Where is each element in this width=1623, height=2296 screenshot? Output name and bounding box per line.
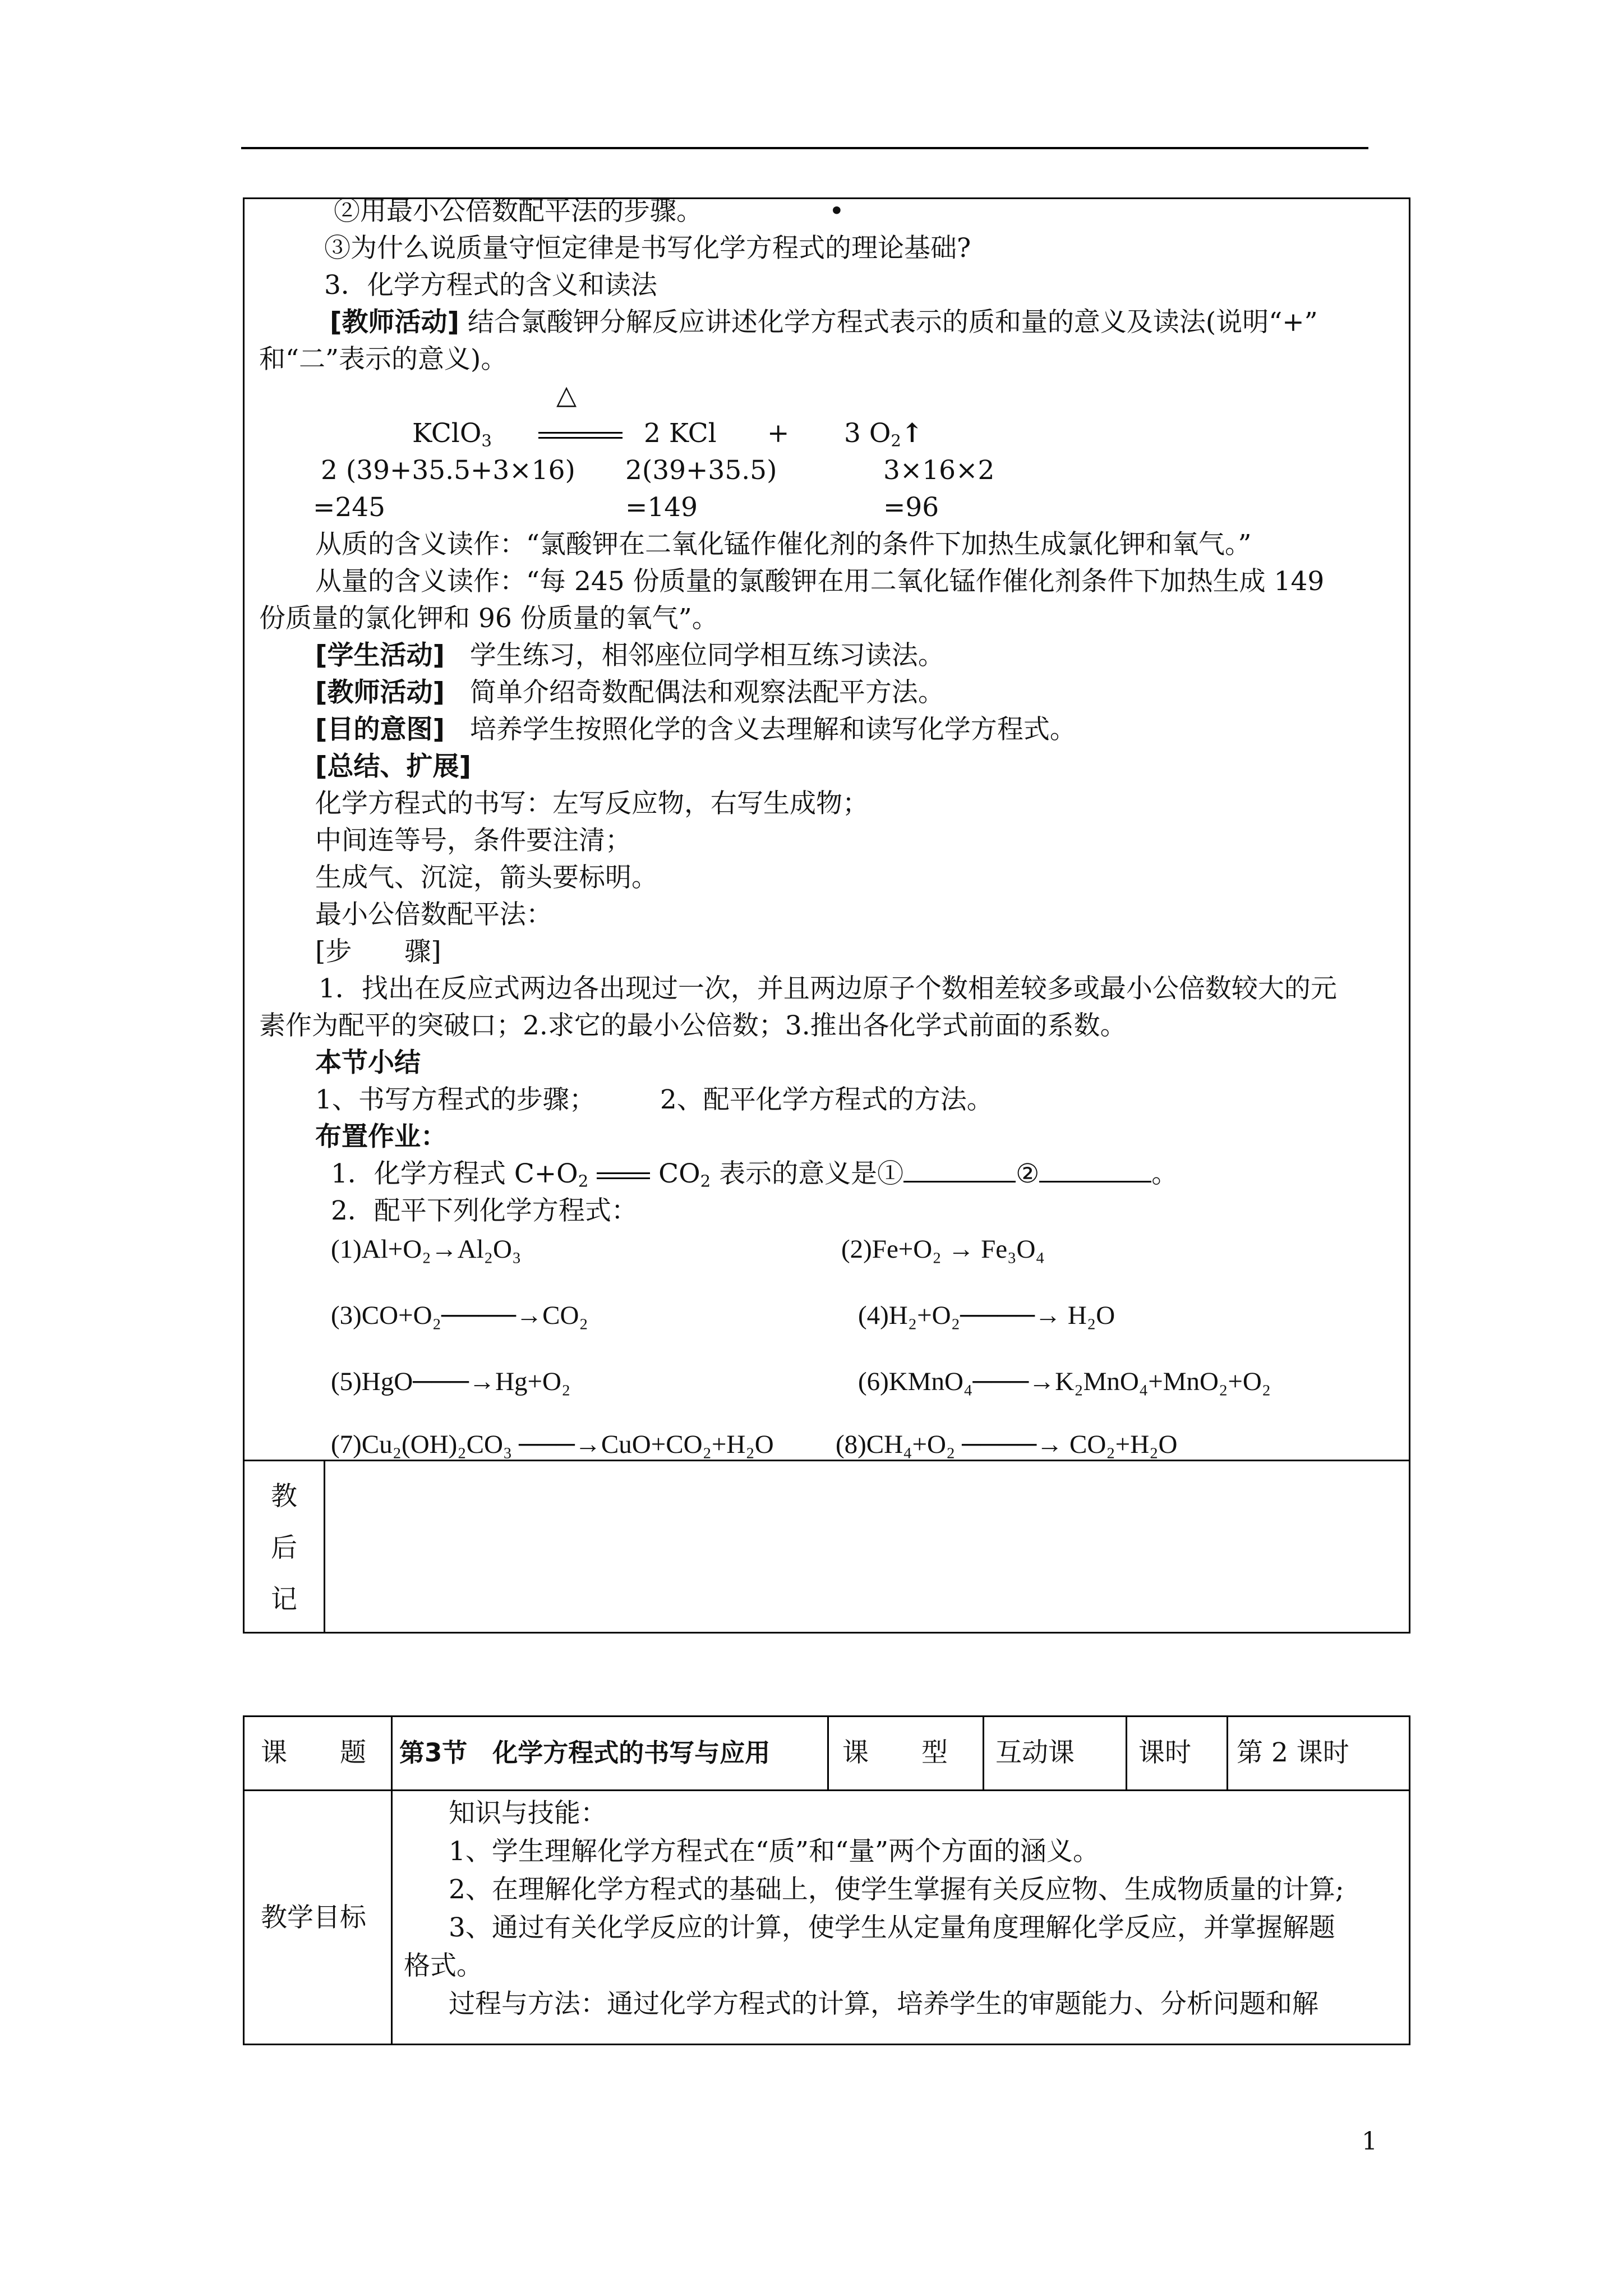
label-char: 记 (271, 1584, 297, 1615)
equals-sign (538, 432, 623, 439)
homework-title: 布置作业： (315, 1121, 447, 1152)
goal-line: 格式。 (404, 1950, 483, 1981)
equation-item: (6)KMnO₄───→K₂MnO₄+MnO₂+O₂ (858, 1367, 1271, 1396)
reflection-label (245, 1471, 324, 1626)
activity-text: 简单介绍奇数配偶法和观察法配平方法。 (469, 677, 944, 708)
value-kcl: =149 (625, 492, 698, 523)
step-text: 1．找出在反应式两边各出现过一次，并且两边原子个数相差较多或最小公倍数较大的元 (319, 973, 1337, 1004)
equation-item: (5)HgO───→Hg+O₂ (331, 1367, 571, 1396)
steps-tag: [步 骤] (315, 936, 441, 967)
section-summary-title: 本节小结 (315, 1047, 421, 1078)
summary-line: 最小公倍数配平法： (315, 899, 552, 930)
reactant: KClO (412, 418, 482, 449)
equals-sign (597, 1172, 650, 1179)
value-o2: =96 (883, 492, 939, 523)
label-char: 教 (271, 1481, 297, 1512)
equation-item: (7)Cu₂(OH)₂CO₃ ───→CuO+CO₂+H₂O (331, 1430, 774, 1459)
goal-line: 1、学生理解化学方程式在“质”和“量”两个方面的涵义。 (449, 1836, 1100, 1867)
summary-tag: [总结、扩展] (315, 751, 471, 782)
goal-line: 3、通过有关化学反应的计算，使学生从定量角度理解化学反应，并掌握解题 (449, 1912, 1335, 1943)
answer-blank[interactable] (1039, 1158, 1151, 1182)
mass-o2: 3×16×2 (883, 455, 995, 486)
product-kcl: 2 KCl (644, 418, 717, 449)
goal-label: 教学目标 (261, 1902, 366, 1933)
header-cell-topic-label: 课 题 (261, 1737, 366, 1768)
subscript: 2 (891, 431, 901, 450)
text-line: 从质的含义读作：“氯酸钾在二氧化锰作催化剂的条件下加热生成氯化钾和氧气。” (315, 529, 1252, 560)
equation-item: (8)CH₄+O₂ ────→ CO₂+H₂O (836, 1430, 1178, 1459)
product-o2: 3 O (844, 418, 891, 449)
activity-tag: [教师活动] (330, 307, 459, 338)
text-line: ③为什么说质量守恒定律是书写化学方程式的理论基础? (324, 233, 971, 264)
page-number: 1 (1362, 2127, 1377, 2156)
activity-tag: [目的意图] (315, 714, 445, 745)
summary-line: 生成气、沉淀，箭头要标明。 (315, 862, 658, 893)
activity-text: 培养学生按照化学的含义去理解和读写化学方程式。 (469, 714, 1076, 745)
equation-item: (1)Al+O₂→Al₂O₃ (331, 1235, 522, 1264)
activity-text: 结合氯酸钾分解反应讲述化学方程式表示的质和量的意义及读法(说明“+” (467, 307, 1318, 338)
step-text: 素作为配平的突破口；2.求它的最小公倍数；3.推出各化学式前面的系数。 (259, 1010, 1127, 1041)
activity-text: 学生练习，相邻座位同学相互练习读法。 (469, 640, 944, 671)
header-cell-type-label: 课 型 (842, 1737, 948, 1768)
homework-q2: 2．配平下列化学方程式： (331, 1195, 638, 1226)
activity-tag: [教师活动] (315, 677, 445, 708)
punctuation: 。 (1151, 1158, 1178, 1189)
homework-q1-text: 表示的意义是① (719, 1158, 904, 1189)
header-cell-period-label: 课时 (1138, 1737, 1191, 1768)
equation-item: (4)H₂+O₂────→ H₂O (858, 1301, 1115, 1330)
summary-line: 化学方程式的书写：左写反应物，右写生成物； (315, 788, 869, 819)
goal-line: 过程与方法：通过化学方程式的计算，培养学生的审题能力、分析问题和解 (449, 1989, 1318, 2019)
text-line: 3．化学方程式的含义和读法 (324, 270, 657, 301)
goal-line: 2、在理解化学方程式的基础上，使学生掌握有关反应物、生成物质量的计算; (449, 1874, 1344, 1905)
heating-condition: △ (556, 380, 577, 411)
activity-tag: [学生活动] (315, 640, 445, 671)
text-line: ②用最小公倍数配平法的步骤。 (334, 196, 703, 227)
label-char: 后 (271, 1533, 297, 1563)
homework-q1: 1．化学方程式 C+O (331, 1158, 578, 1189)
circle-number: ② (1016, 1158, 1040, 1189)
subscript: 3 (481, 431, 492, 450)
summary-item: 2、配平化学方程式的方法。 (660, 1084, 993, 1115)
gas-arrow-icon: ↑ (901, 418, 924, 449)
text-line: 份质量的氯化钾和 96 份质量的氧气”。 (259, 603, 718, 634)
summary-item: 1、书写方程式的步骤； (315, 1084, 596, 1115)
plus-sign: + (767, 418, 790, 449)
header-cell-type: 互动课 (995, 1737, 1075, 1768)
subscript: 2 (578, 1171, 589, 1191)
answer-blank[interactable] (903, 1158, 1016, 1182)
activity-text: 和“二”表示的意义)。 (259, 344, 508, 375)
formula: CO (658, 1158, 700, 1189)
mass-reactant: 2 (39+35.5+3×16) (321, 455, 575, 486)
equation-item: (2)Fe+O₂ → Fe₃O₄ (841, 1235, 1045, 1264)
value-reactant: =245 (313, 492, 386, 523)
equation-item: (3)CO+O₂────→CO₂ (331, 1301, 588, 1330)
summary-line: 中间连等号，条件要注清； (315, 825, 631, 856)
reflection-cell[interactable] (326, 1462, 1408, 1631)
goal-line: 知识与技能： (449, 1798, 607, 1829)
header-cell-period: 第 2 课时 (1237, 1737, 1349, 1768)
mass-kcl: 2(39+35.5) (625, 455, 777, 486)
subscript: 2 (700, 1171, 711, 1191)
header-cell-topic: 第3节 化学方程式的书写与应用 (399, 1738, 771, 1768)
bullet: • (828, 196, 845, 227)
text-line: 从量的含义读作：“每 245 份质量的氯酸钾在用二氧化锰作催化剂条件下加热生成 149 (315, 566, 1325, 597)
